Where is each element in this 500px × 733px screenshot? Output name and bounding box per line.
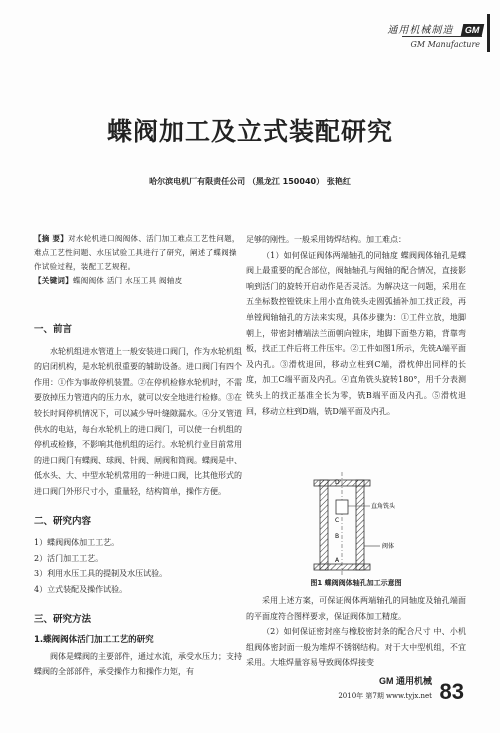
journal-header: [387, 18, 482, 37]
figure-caption: 图1 蝶阀阀体轴孔加工示意图: [310, 579, 402, 587]
label-a: A: [335, 557, 340, 564]
label-d: D: [335, 479, 340, 486]
footer-issue: 2010年 第7期 www.tyjx.net: [338, 692, 432, 700]
content-item: 2）活门加工工艺。: [34, 553, 104, 563]
label-valve-body: 阀体: [382, 543, 395, 550]
abstract-text: 对水轮机进口阀阀体、活门加工难点工艺性问题，难点工艺性问题、水压试验工具进行了研究，阐述了蝶阀操作试验过程，装配工艺规程。: [34, 234, 240, 271]
content-item: 3）利用水压工具的提制及水压试验。: [34, 569, 168, 579]
method-heading: 三、研究方法: [34, 613, 92, 625]
author-line: 哈尔滨电机厂有限责任公司 （黑龙江 150040） 张艳红: [149, 177, 351, 186]
journal-logo: GM: [460, 24, 483, 36]
content-heading: 二、研究内容: [34, 515, 92, 527]
content-item: 4）立式装配及操作试验。: [34, 584, 128, 594]
valve-wall-left: [320, 480, 328, 570]
header-rule: [402, 36, 482, 37]
angle-head-icon: [336, 500, 348, 514]
intro-heading: 一、前言: [34, 324, 73, 335]
body-paragraph: （2）如何保证密封座与橡胶密封条的配合尺寸 中、小机组阀体密封面一般为堆焊不锈钢结构。对于大中型机组，不宜采用。大堆焊量容易导致阀体焊接变: [246, 627, 466, 668]
page-number: 83: [439, 679, 464, 704]
label-c: C: [335, 517, 340, 524]
label-b: B: [335, 533, 340, 540]
body-paragraph: （1）如何保证阀体两端轴孔的同轴度 蝶阀阀体轴孔是蝶阀上最重要的配合部位，阀轴轴孔与阀轴的配合情况，直接影响到活门的旋转开启动作是否灵活。为解决这一问题，采用在五坐标数控镗铣床上用小直角铣头走圆弧插补加工找正段，再单镗阀轴轴孔的方法来实现，具体步骤为：①工件立放，地脚朝上，带密封槽端法兰面朝向镗床，地脚下面垫方箱，背靠弯板，找正工件后将工件压牢。②工件如图1所示，先铣A端平面及内孔。③滑枕退回，移动立柱到C端，滑枕伸出同样的长度，加工C端平面及内孔。④直角铣头旋转180°，用千分表测铣头上的找正基准全长为零，铣B端平面及内孔。⑤滑枕退回，移动立柱到D端，铣D端平面及内孔。: [246, 250, 466, 416]
method-paragraph: 阀体是蝶阀的主要部件，通过水流，承受水压力；支持蝶阀的全部部件，承受操作力和操作力矩，有: [34, 651, 242, 677]
right-column: [246, 232, 466, 419]
method-subheading: 1.蝶阀阀体活门加工工艺的研究: [34, 635, 154, 646]
left-column: [34, 312, 242, 680]
header-bar: [487, 14, 490, 52]
journal-subtitle: GM Manufacture: [410, 40, 480, 49]
keywords-label: 【关键词】: [34, 276, 73, 285]
body-paragraph: 足够的刚性。一般采用铸焊结构。加工难点：: [246, 235, 406, 244]
right-column-bottom: [246, 593, 466, 671]
article-title: 蝶阀加工及立式装配研究: [106, 117, 393, 146]
body-paragraph: 采用上述方案，可保证阀体两端轴孔的同轴度及轴孔端面的平面度符合图样要求，保证阀体加工精度。: [246, 596, 466, 621]
machining-diagram: [300, 470, 420, 578]
abstract-block: [34, 232, 242, 288]
valve-wall-right: [356, 480, 364, 570]
keywords-text: 蝶阀阀体 活门 水压工具 阀轴皮: [73, 276, 183, 285]
content-item: 1）蝶阀阀体加工工艺。: [34, 538, 120, 548]
label-angle-head: 直角铣头: [371, 503, 396, 510]
footer-logo: GM 通用机械: [379, 676, 432, 686]
intro-paragraph: 水轮机组进水管道上一般安装进口阀门，作为水轮机组的启闭机构，是水轮机很重要的辅助设备。进口阀门有四个作用：①作为事故停机装置。②在停机检修水轮机时，不需要放掉压力管道内的压力水，就可以安全地进行检修。③在较长时间停机情况下，可以减少导叶缝隙漏水。④分叉管道供水的电站，每台水轮机上的进口阀门，可以使一台机组的停机或检修，不影响其他机组的运行。水轮机行业目前常用的进口阀门有蝶阀、球阀、针阀、闸阀和筒阀。蝶阀是中、低水头、大、中型水轮机常用的一种进口阀，比其他形式的进口阀门外形尺寸小，重量轻，结构简单，操作方便。: [34, 346, 242, 496]
abstract-label: 【摘 要】: [34, 234, 69, 243]
journal-name: 通用机械制造: [387, 25, 454, 36]
